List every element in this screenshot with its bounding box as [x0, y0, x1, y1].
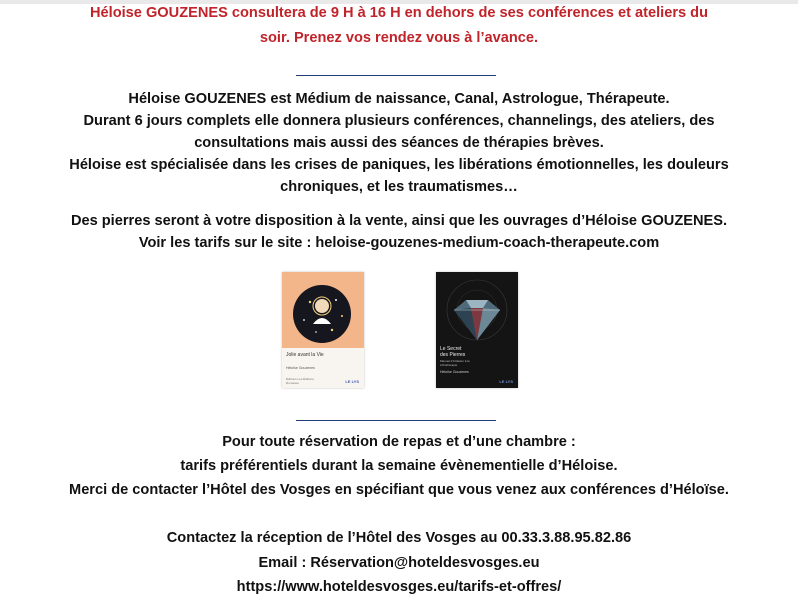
intro-line-4: Héloise est spécialisée dans les crises de paniques, les libérations émotionnelles, les douleurs [69, 157, 729, 173]
book-1-author: Héloïse Gouzenes [286, 366, 315, 370]
divider-bottom [296, 420, 496, 421]
book-cover-jolie-avant-la-vie[interactable] [282, 272, 364, 388]
book-2-title: Le Secret des Pierres [440, 346, 466, 358]
book-2-subtitle: Manuel d'initiation à la Lithothérapie [440, 359, 470, 367]
intro-line-2: Durant 6 jours complets elle donnera plusieurs conférences, channelings, des ateliers, des [83, 113, 715, 129]
sales-line-1: Des pierres seront à votre disposition à la vente, ainsi que les ouvrages d’Héloise GOUZENES. [70, 213, 728, 229]
contact-phone: Contactez la réception de l’Hôtel des Vosges au 00.33.3.88.95.82.86 [166, 530, 632, 546]
reservation-line-3: Merci de contacter l’Hôtel des Vosges en spécifiant que vous venez aux conférences d’Héloïse. [69, 482, 729, 498]
header-line-2: soir. Prenez vos rendez vous à l’avance. [259, 30, 539, 46]
intro-line-1: Héloise GOUZENES est Médium de naissance, Canal, Astrologue, Thérapeute. [128, 91, 670, 107]
book-1-publisher: Éditions Les Éditions Romanes [286, 377, 314, 385]
book-cover-art [282, 272, 364, 388]
intro-line-3: consultations mais aussi des séances de thérapies brèves. [194, 135, 604, 151]
book-cover-le-secret-des-pierres[interactable] [436, 272, 518, 388]
divider-top [296, 75, 496, 76]
header-line-1: Héloise GOUZENES consultera de 9 H à 16 H en dehors de ses conférences et ateliers du [89, 5, 709, 21]
reservation-line-1: Pour toute réservation de repas et d’une chambre : [222, 434, 576, 450]
book-2-author: Héloïse Gouzenes [440, 370, 469, 374]
intro-line-5: chroniques, et les traumatismes… [280, 179, 518, 195]
book-2-logo: LE LYS [499, 379, 513, 384]
book-1-logo: LE LYS [345, 379, 359, 384]
contact-email[interactable]: Email : Réservation@hoteldesvosges.eu [258, 555, 540, 571]
book-1-title: Jolie avant la Vie [286, 352, 324, 358]
sales-line-2: Voir les tarifs sur le site : heloise-gouzenes-medium-coach-therapeute.com [138, 235, 660, 251]
reservation-line-2: tarifs préférentiels durant la semaine évènementielle d’Héloise. [180, 458, 618, 474]
contact-url-link[interactable]: https://www.hoteldesvosges.eu/tarifs-et-offres/ [236, 579, 562, 595]
